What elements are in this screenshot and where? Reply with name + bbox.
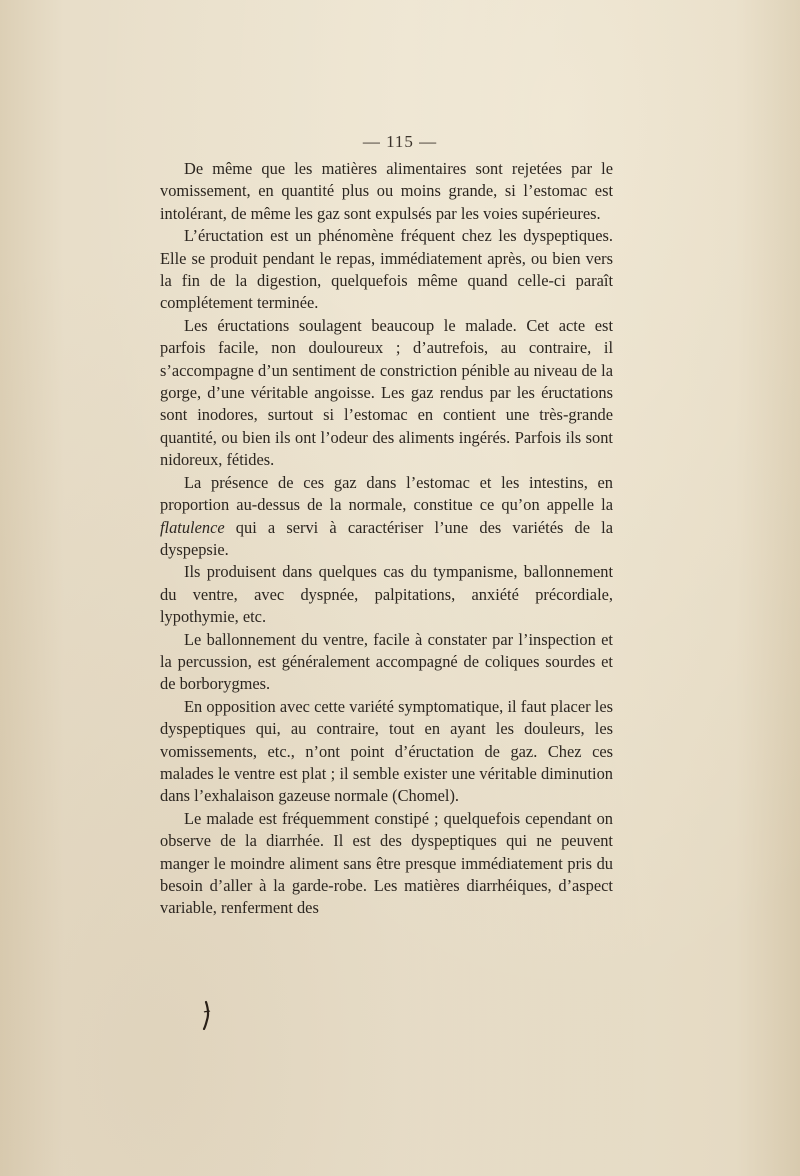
flatulence-text-before: La présence de ces gaz dans l’estomac et les intestins, en proportion au-dessus de la normale, constitue ce qu’on appelle la: [160, 472, 613, 515]
flatulence-text-after: qui a servi à caractériser l’une des variétés de la dyspepsie.: [160, 517, 613, 559]
paragraph-eructations-soulagent: Les éructations soulagent beaucoup le malade. Cet acte est parfois facile, non douloureux ; d’autrefois, au contraire, il s’accompagne d’un sentiment de constriction pénible au niveau de la gorge, d’une véritable angoisse. Les gaz rendus par les éructations sont inodores, surtout si l’estomac en contient une très-grande quantité, ou bien ils ont l’odeur des aliments ingérés. Parfois ils sont nidoreux, fétides.: [160, 315, 613, 470]
ink-mark-icon: [200, 1000, 214, 1030]
body-text: [160, 158, 613, 920]
paragraph-gaz-expulses: De même que les matières alimentaires sont rejetées par le vomissement, en quantité plus ou moins grande, si l’estomac est intolérant, de même les gaz sont expulsés par les voies supérieures.: [160, 159, 613, 223]
paragraph-ballonnement: Le ballonnement du ventre, facile à constater par l’inspection et la percussion, est généralement accompagné de coliques sourdes et de borborygmes.: [160, 629, 613, 694]
paragraph-eructation: L’éructation est un phénomène fréquent chez les dyspeptiques. Elle se produit pendant le repas, immédiatement après, ou bien vers la fin de la digestion, quelquefois même quand celle-ci paraît complétement terminée.: [160, 226, 613, 313]
paragraph-flatulence: [160, 472, 613, 562]
flatulence-term: flatulence: [160, 517, 225, 537]
paragraph-opposition: En opposition avec cette variété symptomatique, il faut placer les dyspeptiques qui, au contraire, tout en ayant les douleurs, les vomissements, etc., n’ont point d’éructation de gaz. Chez ces malades le ventre est plat ; il semble exister une véritable diminution dans l’exhalaison gazeuse normale (Chomel).: [160, 696, 613, 806]
paragraph-tympanisme: Ils produisent dans quelques cas du tympanisme, ballonnement du ventre, avec dyspnée, palpitations, anxiété précordiale, lypothymie, etc.: [160, 562, 613, 627]
paragraph-constipation: Le malade est fréquemment constipé ; quelquefois cependant on observe de la diarrhée. Il est des dyspeptiques qui ne peuvent manger le moindre aliment sans être presque immédiatement pris du besoin d’aller à la garde-robe. Les matières diarrhéiques, d’aspect variable, renferment des: [160, 808, 613, 918]
page-number: — 115 —: [362, 132, 438, 151]
